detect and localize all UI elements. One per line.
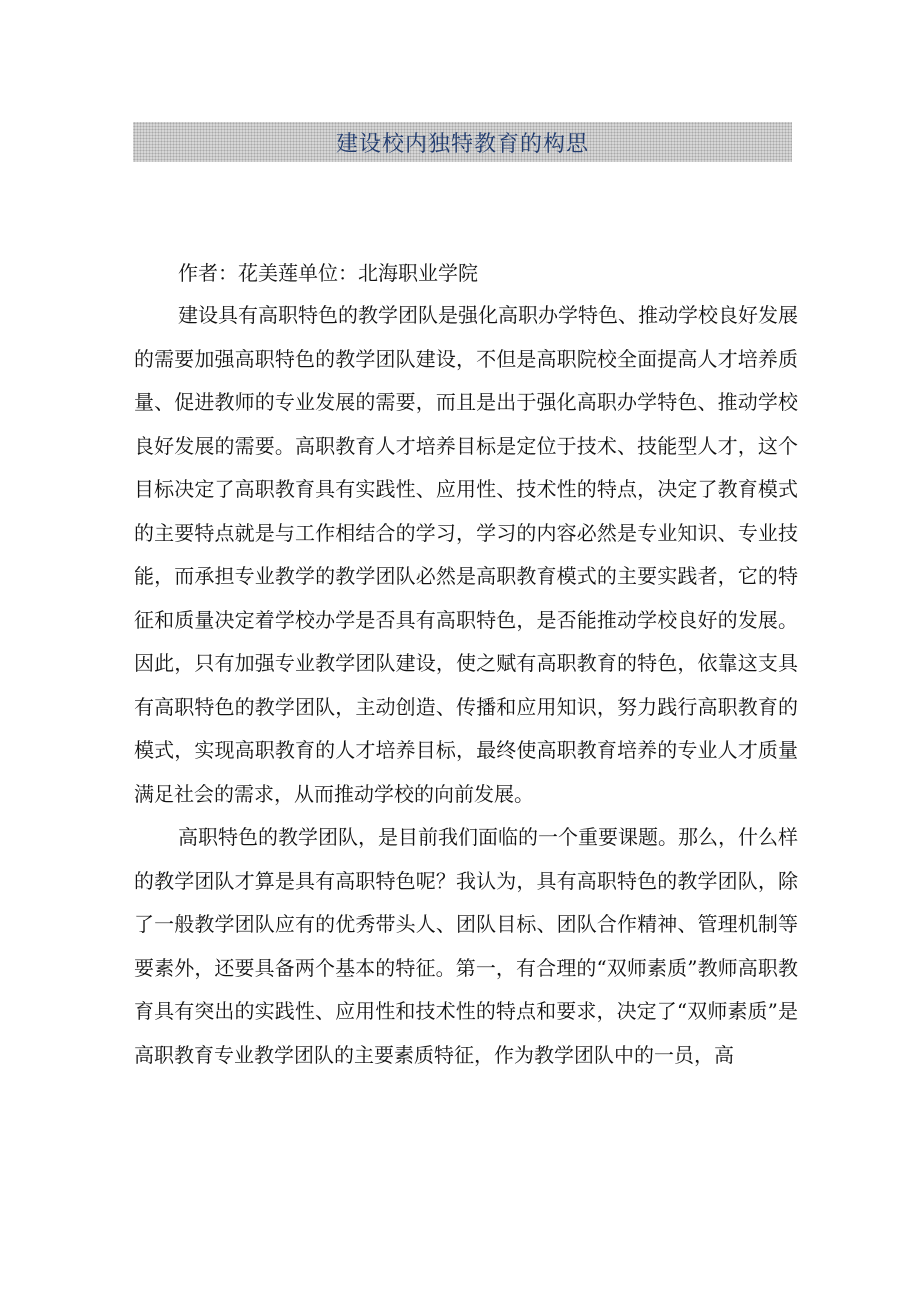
author-line: 作者：花美莲单位：北海职业学院	[178, 261, 478, 285]
paragraph-1: 建设具有高职特色的教学团队是强化高职办学特色、推动学校良好发展的需要加强高职特色的教学团队建设，不但是高职院校全面提高人才培养质量、促进教师的专业发展的需要，而且是出于强化高职办学特色、推动学校良好发展的需要。高职教育人才培养目标是定位于技术、技能型人才，这个目标决定了高职教育具有实践性、应用性、技术性的特点，决定了教育模式的主要特点就是与工作相结合的学习，学习的内容必然是专业知识、专业技能，而承担专业教学的教学团队必然是高职教育模式的主要实践者，它的特征和质量决定着学校办学是否具有高职特色，是否能推动学校良好的发展。因此，只有加强专业教学团队建设，使之赋有高职教育的特色，依靠这支具有高职特色的教学团队，主动创造、传播和应用知识，努力践行高职教育的模式，实现高职教育的人才培养目标，最终使高职教育培养的专业人才质量满足社会的需求，从而推动学校的向前发展。	[134, 303, 798, 806]
document-body	[134, 252, 798, 1077]
paragraph-2: 高职特色的教学团队，是目前我们面临的一个重要课题。那么，什么样的教学团队才算是具有高职特色呢？我认为，具有高职特色的教学团队，除了一般教学团队应有的优秀带头人、团队目标、团队合作精神、管理机制等要素外，还要具备两个基本的特征。第一，有合理的“双师素质”教师高职教育具有突出的实践性、应用性和技术性的特点和要求，决定了“双师素质”是高职教育专业教学团队的主要素质特征，作为教学团队中的一员，高	[134, 825, 798, 1067]
title-banner	[133, 122, 792, 162]
document-title: 建设校内独特教育的构思	[335, 131, 589, 157]
